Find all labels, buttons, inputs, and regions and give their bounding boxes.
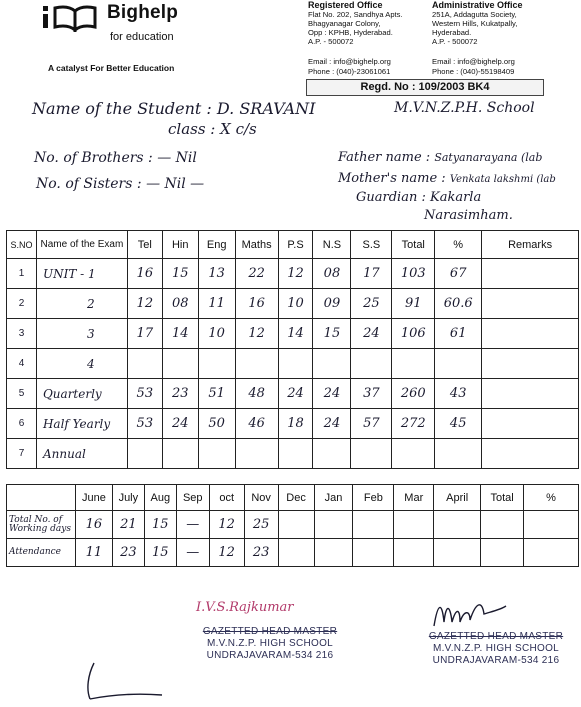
- row-number-cell: 3: [7, 319, 37, 349]
- table-cell: [524, 539, 579, 567]
- table-cell: 11: [75, 539, 112, 567]
- father-label: Father name :: [338, 150, 431, 165]
- table-cell: [435, 349, 482, 379]
- col-nov: Nov: [244, 485, 278, 511]
- table-cell: [392, 439, 435, 469]
- table-cell: [313, 349, 351, 379]
- col-april: April: [434, 485, 481, 511]
- table-row: [7, 379, 579, 409]
- table-cell: 260: [392, 379, 435, 409]
- father-line: [338, 150, 542, 165]
- stamp-line: M.V.N.Z.P. HIGH SCHOOL: [432, 643, 560, 654]
- left-stamp: [186, 626, 354, 662]
- table-cell: 16: [235, 289, 278, 319]
- table-cell: [198, 439, 235, 469]
- brothers-value: — Nil: [157, 150, 197, 166]
- exam-name-cell: UNIT - 1: [36, 259, 127, 289]
- table-cell: 24: [278, 379, 313, 409]
- table-cell: [127, 439, 162, 469]
- table-cell: 50: [198, 409, 235, 439]
- table-cell: 24: [351, 319, 392, 349]
- table-cell: 12: [209, 511, 244, 539]
- phone-text: Phone : (040)-23061061: [308, 67, 391, 76]
- attendance-header-row: [7, 485, 579, 511]
- tagline: A catalyst For Better Education: [48, 63, 175, 73]
- col-percent: %: [435, 231, 482, 259]
- class-value: X c/s: [220, 120, 257, 138]
- office-line: A.P. - 500072: [308, 37, 354, 46]
- office-line: Flat No. 202, Sandhya Apts.: [308, 10, 403, 19]
- table-cell: [482, 409, 579, 439]
- table-row: [7, 539, 579, 567]
- table-cell: —: [176, 539, 209, 567]
- table-cell: [314, 511, 353, 539]
- table-cell: 103: [392, 259, 435, 289]
- table-cell: [394, 511, 434, 539]
- table-cell: 53: [127, 409, 162, 439]
- table-cell: [313, 439, 351, 469]
- bighelp-logo-icon: [41, 4, 101, 32]
- guardian-value-continued: Narasimham.: [424, 208, 513, 223]
- table-cell: 08: [313, 259, 351, 289]
- exam-name-cell: 2: [36, 289, 127, 319]
- table-cell: [482, 289, 579, 319]
- table-cell: 12: [235, 319, 278, 349]
- administrative-office: [432, 1, 523, 46]
- mother-label: Mother's name :: [338, 171, 446, 186]
- office-line: 251A, Addagutta Society,: [432, 10, 517, 19]
- table-cell: 60.6: [435, 289, 482, 319]
- table-cell: 45: [435, 409, 482, 439]
- student-name-label: Name of the Student :: [32, 99, 212, 118]
- exam-name-cell: Quarterly: [36, 379, 127, 409]
- student-name-line: [32, 99, 315, 118]
- table-row: [7, 511, 579, 539]
- table-cell: 106: [392, 319, 435, 349]
- table-cell: 14: [162, 319, 198, 349]
- row-number-cell: 2: [7, 289, 37, 319]
- table-cell: [127, 349, 162, 379]
- col-sno: S.NO: [7, 231, 37, 259]
- table-cell: 67: [435, 259, 482, 289]
- guardian-value: Kakarla: [429, 190, 482, 205]
- table-cell: 18: [278, 409, 313, 439]
- table-cell: [481, 511, 524, 539]
- brand-subtitle: for education: [110, 31, 174, 43]
- col-hin: Hin: [162, 231, 198, 259]
- table-cell: 12: [278, 259, 313, 289]
- table-cell: [482, 379, 579, 409]
- table-cell: [314, 539, 353, 567]
- headmaster-signature-icon: [430, 596, 510, 634]
- row-label-cell: Total No. of Working days: [7, 511, 76, 539]
- stamp-line: M.V.N.Z.P. HIGH SCHOOL: [206, 638, 334, 649]
- exam-name-cell: 4: [36, 349, 127, 379]
- right-stamp: [415, 631, 577, 667]
- phone-text: Phone : (040)-55198409: [432, 67, 515, 76]
- brothers-line: [34, 150, 197, 166]
- col-sep: Sep: [176, 485, 209, 511]
- office-line: Opp : KPHB, Hyderabad.: [308, 28, 393, 37]
- table-cell: [482, 349, 579, 379]
- table-cell: 08: [162, 289, 198, 319]
- row-label-cell: Attendance: [7, 539, 76, 567]
- table-cell: 12: [127, 289, 162, 319]
- table-cell: [278, 511, 314, 539]
- col-oct: oct: [209, 485, 244, 511]
- table-cell: [481, 539, 524, 567]
- col-june: June: [75, 485, 112, 511]
- table-cell: 24: [162, 409, 198, 439]
- registered-contact: [308, 57, 391, 77]
- table-cell: 10: [198, 319, 235, 349]
- table-cell: [162, 349, 198, 379]
- table-cell: 91: [392, 289, 435, 319]
- table-cell: 43: [435, 379, 482, 409]
- table-cell: 16: [127, 259, 162, 289]
- col-label: [7, 485, 76, 511]
- table-cell: 11: [198, 289, 235, 319]
- table-row: [7, 409, 579, 439]
- col-maths: Maths: [235, 231, 278, 259]
- table-cell: [162, 439, 198, 469]
- mother-value: Venkata lakshmi (lab: [449, 174, 556, 185]
- table-cell: [351, 349, 392, 379]
- col-mar: Mar: [394, 485, 434, 511]
- row-number-cell: 6: [7, 409, 37, 439]
- row-number-cell: 5: [7, 379, 37, 409]
- table-cell: [278, 349, 313, 379]
- table-cell: 17: [127, 319, 162, 349]
- attendance-table: [6, 484, 579, 567]
- col-ss: S.S: [351, 231, 392, 259]
- table-cell: [278, 439, 313, 469]
- sisters-value: — Nil —: [146, 176, 205, 192]
- col-total: Total: [481, 485, 524, 511]
- table-cell: [482, 319, 579, 349]
- col-tel: Tel: [127, 231, 162, 259]
- row-number-cell: 1: [7, 259, 37, 289]
- table-cell: [392, 349, 435, 379]
- table-cell: 24: [313, 409, 351, 439]
- table-cell: 37: [351, 379, 392, 409]
- table-cell: 61: [435, 319, 482, 349]
- table-cell: 09: [313, 289, 351, 319]
- table-cell: 21: [112, 511, 144, 539]
- table-row: [7, 259, 579, 289]
- table-cell: 57: [351, 409, 392, 439]
- table-row: [7, 319, 579, 349]
- table-row: [7, 289, 579, 319]
- table-cell: 22: [235, 259, 278, 289]
- registered-office-title: Registered Office: [308, 0, 383, 10]
- table-cell: [434, 511, 481, 539]
- administrative-office-title: Administrative Office: [432, 0, 523, 10]
- table-cell: 53: [127, 379, 162, 409]
- mother-line: [338, 171, 556, 186]
- table-cell: 23: [112, 539, 144, 567]
- table-cell: 13: [198, 259, 235, 289]
- table-cell: [353, 539, 394, 567]
- table-cell: [235, 349, 278, 379]
- col-percent: %: [524, 485, 579, 511]
- col-total: Total: [392, 231, 435, 259]
- registered-office: [308, 1, 403, 46]
- col-eng: Eng: [198, 231, 235, 259]
- table-cell: 24: [313, 379, 351, 409]
- administrative-contact: [432, 57, 515, 77]
- class-line: [168, 120, 257, 138]
- brand-name: Bighelp: [107, 2, 179, 23]
- col-remarks: Remarks: [482, 231, 579, 259]
- stamp-line: GAZETTED HEAD MASTER: [202, 626, 338, 637]
- office-line: Western Hills, Kukatpally,: [432, 19, 518, 28]
- table-cell: [435, 439, 482, 469]
- table-cell: 15: [313, 319, 351, 349]
- table-cell: 25: [244, 511, 278, 539]
- email-text: Email : info@bighelp.org: [308, 57, 391, 66]
- marks-table: [6, 230, 579, 469]
- student-name-value: D. SRAVANI: [216, 99, 316, 118]
- table-cell: 23: [244, 539, 278, 567]
- table-cell: 15: [144, 511, 176, 539]
- table-cell: [278, 539, 314, 567]
- stamp-line: UNDRAJAVARAM-534 216: [432, 655, 560, 666]
- left-signature: I.V.S.Rajkumar: [196, 600, 294, 615]
- exam-name-cell: Annual: [36, 439, 127, 469]
- table-cell: [482, 259, 579, 289]
- table-cell: 15: [144, 539, 176, 567]
- office-line: Bhagyanagar Colony,: [308, 19, 381, 28]
- table-cell: 14: [278, 319, 313, 349]
- scribble-signature-icon: [80, 655, 170, 703]
- table-cell: [351, 439, 392, 469]
- table-cell: [353, 511, 394, 539]
- exam-name-cell: Half Yearly: [36, 409, 127, 439]
- office-line: A.P. - 500072: [432, 37, 478, 46]
- school-name: M.V.N.Z.P.H. School: [394, 100, 535, 116]
- table-cell: 15: [162, 259, 198, 289]
- table-cell: 25: [351, 289, 392, 319]
- marks-header-row: [7, 231, 579, 259]
- col-dec: Dec: [278, 485, 314, 511]
- table-row: [7, 439, 579, 469]
- table-cell: —: [176, 511, 209, 539]
- table-cell: 16: [75, 511, 112, 539]
- registration-number: Regd. No : 109/2003 BK4: [306, 79, 544, 96]
- table-cell: [198, 349, 235, 379]
- table-cell: 272: [392, 409, 435, 439]
- col-july: July: [112, 485, 144, 511]
- stamp-line: GAZETTED HEAD MASTER: [428, 631, 564, 642]
- office-line: Hyderabad.: [432, 28, 472, 37]
- brothers-label: No. of Brothers :: [34, 150, 153, 166]
- table-cell: [394, 539, 434, 567]
- table-cell: 51: [198, 379, 235, 409]
- row-number-cell: 4: [7, 349, 37, 379]
- class-label: class :: [168, 120, 216, 138]
- table-cell: 46: [235, 409, 278, 439]
- table-row: [7, 349, 579, 379]
- stamp-line: UNDRAJAVARAM-534 216: [206, 650, 334, 661]
- col-ns: N.S: [313, 231, 351, 259]
- col-feb: Feb: [353, 485, 394, 511]
- col-jan: Jan: [314, 485, 353, 511]
- table-cell: 48: [235, 379, 278, 409]
- email-text: Email : info@bighelp.org: [432, 57, 515, 66]
- table-cell: [482, 439, 579, 469]
- table-cell: [434, 539, 481, 567]
- table-cell: 10: [278, 289, 313, 319]
- table-cell: 23: [162, 379, 198, 409]
- sisters-label: No. of Sisters :: [36, 176, 142, 192]
- table-cell: [524, 511, 579, 539]
- table-cell: 12: [209, 539, 244, 567]
- row-number-cell: 7: [7, 439, 37, 469]
- col-ps: P.S: [278, 231, 313, 259]
- table-cell: 17: [351, 259, 392, 289]
- exam-name-cell: 3: [36, 319, 127, 349]
- guardian-label: Guardian :: [356, 190, 426, 205]
- col-aug: Aug: [144, 485, 176, 511]
- sisters-line: [36, 176, 204, 192]
- guardian-line: [356, 190, 481, 205]
- father-value: Satyanarayana (lab: [434, 151, 543, 164]
- table-cell: [235, 439, 278, 469]
- col-exam-name: Name of the Exam: [36, 231, 127, 259]
